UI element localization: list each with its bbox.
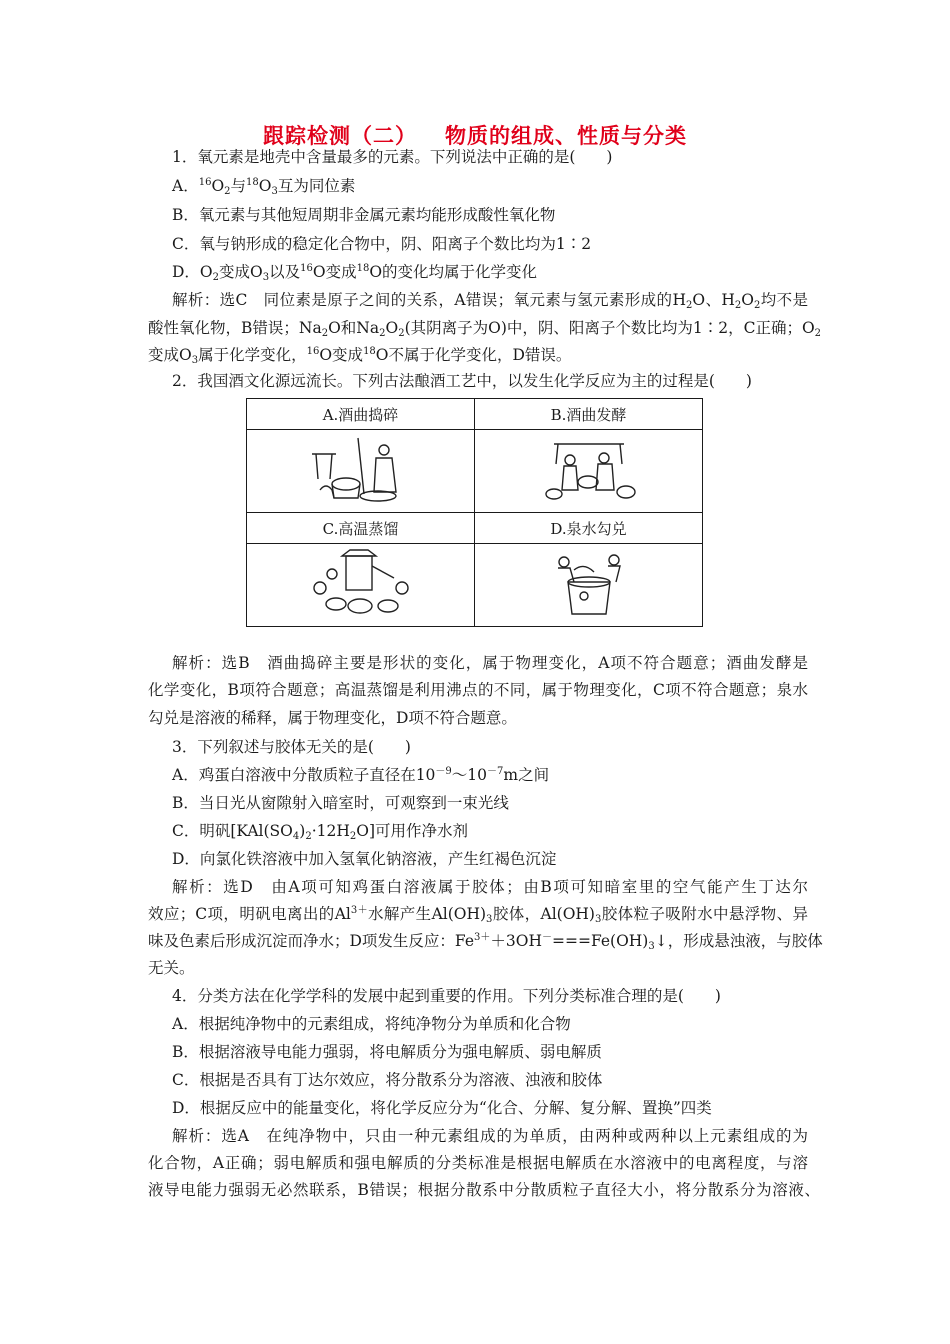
page-title: [0, 120, 950, 150]
q3-option-c: C．明矾$[KAl(SO_4)_2\cdot 12H_2O]$可用作净水剂: [172, 822, 469, 842]
q2-options-table: [246, 398, 703, 627]
q2-cell-d-label: D.泉水勾兑: [475, 513, 703, 544]
q1-answer-line-1: 解析：选C 同位素是原子之间的关系，A错误；氧元素与氢元素形成的$H_2O$、$H_2O_2$均不是: [172, 291, 808, 311]
q4-option-d: D．根据反应中的能量变化，将化学反应分为“化合、分解、复分解、置换”四类: [172, 1099, 712, 1117]
q4-option-a: A．根据纯净物中的元素组成，将纯净物分为单质和化合物: [172, 1015, 571, 1033]
q1-option-b: B．氧元素与其他短周期非金属元素均能形成酸性氧化物: [172, 206, 556, 224]
q3-answer-line-1: 解析：选D 由A项可知鸡蛋白溶液属于胶体；由B项可知暗室里的空气能产生丁达尔: [172, 878, 808, 896]
q2-stem: 2．我国酒文化源远流长。下列古法酿酒工艺中，以发生化学反应为主的过程是( ): [172, 372, 752, 390]
q1-answer-line-3: 变成$O_3$属于化学变化，$^{16}$O变成$^{18}$O不属于化学变化，D错误。: [148, 346, 572, 366]
q3-answer-line-4: 无关。: [148, 959, 195, 977]
q1-answer-line-2: 酸性氧化物，B错误；$Na_2O$和$Na_2O_2$(其阴离子为O)中，阴、阳离子个数比均为1∶2，C正确；$O_2$: [148, 319, 822, 339]
q2-cell-c-image: [247, 544, 475, 627]
q4-answer-line-1: 解析：选A 在纯净物中，只由一种元素组成的为单质，由两种或两种以上元素组成的为: [172, 1127, 808, 1145]
q1-stem: 1．氧元素是地壳中含量最多的元素。下列说法中正确的是( ): [172, 148, 613, 166]
distillation-illustration: [306, 548, 416, 618]
q3-answer-line-3: 味及色素后形成沉淀而净水；D项发生反应：$Fe^{3+}+3OH^-===Fe(OH)_3↓$，形成悬浊液，与胶体: [148, 932, 823, 952]
q2-answer-line-2: 化学变化，B项符合题意；高温蒸馏是利用沸点的不同，属于物理变化，C项不符合题意；泉水: [148, 681, 808, 699]
q2-cell-c-label: C.高温蒸馏: [247, 513, 475, 544]
title-part-2: 物质的组成、性质与分类: [445, 124, 687, 148]
q3-option-a: A．鸡蛋白溶液中分散质粒子直径在$10^{-9}\sim 10^{-7}m$之间: [172, 766, 550, 784]
q3-answer-line-2: 效应；C项，明矾电离出的$Al^{3+}$水解产生$Al(OH)_3$胶体，$Al(OH)_3$胶体粒子吸附水中悬浮物、异: [148, 905, 808, 925]
q2-cell-a-label: A.酒曲捣碎: [247, 399, 475, 430]
q4-answer-line-3: 液导电能力强弱无必然联系，B错误；根据分散系中分散质粒子直径大小，将分散系分为溶液、: [148, 1181, 820, 1199]
q4-stem: 4．分类方法在化学学科的发展中起到重要的作用。下列分类标准合理的是( ): [172, 987, 721, 1005]
q2-cell-d-image: [475, 544, 703, 627]
q3-option-b: B．当日光从窗隙射入暗室时，可观察到一束光线: [172, 794, 509, 812]
blending-illustration: [534, 548, 644, 618]
q2-answer-line-1: 解析：选B 酒曲捣碎主要是形状的变化，属于物理变化，A项不符合题意；酒曲发酵是: [172, 654, 808, 672]
q2-cell-a-image: [247, 430, 475, 513]
q2-answer-line-3: 勾兑是溶液的稀释，属于物理变化，D项不符合题意。: [148, 709, 517, 727]
title-part-1: 跟踪检测（二）: [263, 124, 417, 148]
q1-option-d: D．$O_2$变成$O_3$以及$^{16}$O变成$^{18}$O的变化均属于化学变化: [172, 263, 538, 283]
q4-option-b: B．根据溶液导电能力强弱，将电解质分为强电解质、弱电解质: [172, 1043, 602, 1061]
q2-cell-b-label: B.酒曲发酵: [475, 399, 703, 430]
crushing-illustration: [306, 434, 416, 504]
q1-option-a: A．$^{16}O_2$与$^{18}O_3$互为同位素: [172, 177, 356, 197]
fermentation-illustration: [534, 434, 644, 504]
q2-cell-b-image: [475, 430, 703, 513]
q1-option-c: C．氧与钠形成的稳定化合物中，阴、阳离子个数比均为1∶2: [172, 235, 592, 253]
q3-stem: 3．下列叙述与胶体无关的是( ): [172, 738, 411, 756]
q4-answer-line-2: 化合物，A正确；弱电解质和强电解质的分类标准是根据电解质在水溶液中的电离程度，与溶: [148, 1154, 808, 1172]
q4-option-c: C．根据是否具有丁达尔效应，将分散系分为溶液、浊液和胶体: [172, 1071, 603, 1089]
q3-option-d: D．向氯化铁溶液中加入氢氧化钠溶液，产生红褐色沉淀: [172, 850, 557, 868]
